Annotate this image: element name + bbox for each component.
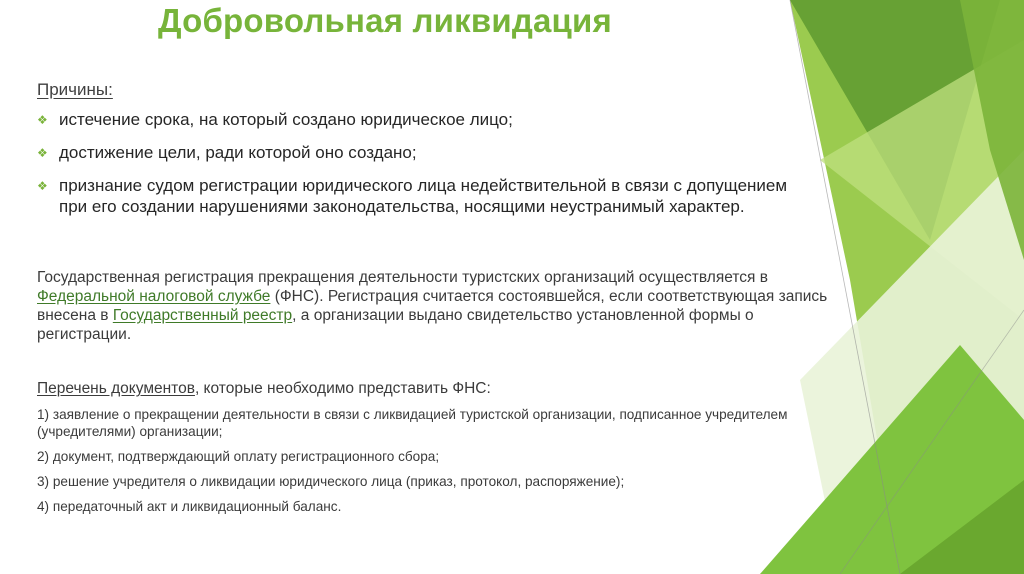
- document-item: 1) заявление о прекращении деятельности в связи с ликвидацией туристской организации, подписанное учредителем (учредителями) организации;: [37, 407, 788, 439]
- slide-title: Добровольная ликвидация: [158, 2, 612, 39]
- documents-heading: [37, 380, 491, 398]
- document-item: 4) передаточный акт и ликвидационный баланс.: [37, 499, 342, 514]
- diamond-bullet-icon: ❖: [37, 113, 48, 127]
- diamond-bullet-icon: ❖: [37, 146, 48, 160]
- diamond-bullet-icon: ❖: [37, 179, 48, 193]
- documents-list-link[interactable]: Перечень документов: [37, 380, 195, 397]
- documents-heading-text: , которые необходимо представить ФНС:: [194, 380, 491, 397]
- state-register-link[interactable]: Государственный реестр: [112, 307, 293, 324]
- reasons-list: [37, 109, 797, 229]
- document-item: 3) решение учредителя о ликвидации юридического лица (приказ, протокол, распоряжение);: [37, 474, 625, 489]
- list-item-text: истечение срока, на который создано юридическое лицо;: [59, 110, 513, 129]
- list-item-text: признание судом регистрации юридического лица недействительной в связи с допущением при его создании нарушениями законодательства, носящими неустранимый характер.: [59, 176, 788, 216]
- document-item: 2) документ, подтверждающий оплату регистрационного сбора;: [37, 449, 440, 464]
- list-item: [37, 175, 797, 217]
- list-item: [37, 109, 797, 130]
- registration-paragraph: [37, 268, 837, 344]
- paragraph-text: (ФНС). Регистрация считается состоявшейся, если соответствующая запись внесена в: [37, 288, 828, 324]
- paragraph-text: Государственная регистрация прекращения деятельности туристских организаций осуществляется в: [37, 269, 768, 286]
- paragraph-text: , а организации выдано свидетельство установленной формы о регистрации.: [37, 307, 754, 343]
- reasons-label: Причины:: [37, 80, 113, 99]
- list-item-text: достижение цели, ради которой оно создано;: [59, 143, 417, 162]
- list-item: [37, 142, 797, 163]
- fns-link[interactable]: Федеральной налоговой службе: [37, 288, 271, 305]
- documents-list: [37, 406, 837, 523]
